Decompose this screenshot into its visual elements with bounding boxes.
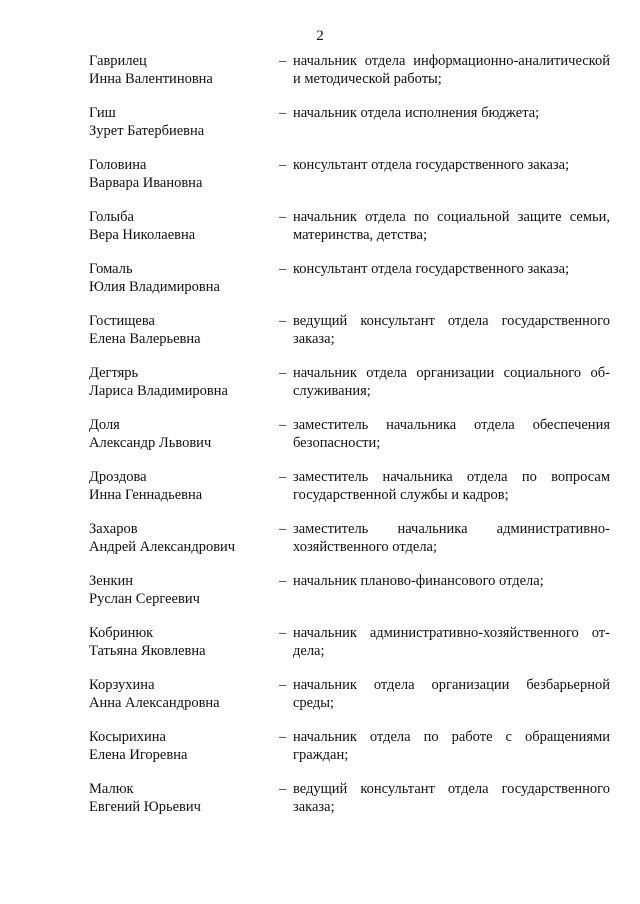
employee-position: начальник отдела организации безбарьерной среды; [293, 677, 610, 711]
employee-given-names: Вера Николаевна [89, 227, 196, 243]
employee-given-names: Анна Александровна [89, 695, 220, 711]
employee-surname: Головина [89, 157, 147, 173]
employee-given-names: Инна Валентиновна [89, 71, 213, 87]
staff-entry [0, 624, 640, 676]
employee-name [89, 728, 274, 764]
employee-name [89, 104, 274, 140]
employee-position: консультант отдела государственного заказа; [293, 261, 570, 277]
employee-name [89, 156, 274, 192]
employee-surname: Гиш [89, 105, 116, 121]
staff-entry [0, 208, 640, 260]
dash-separator: – [279, 625, 287, 641]
employee-given-names: Андрей Александрович [89, 539, 236, 555]
staff-entry [0, 728, 640, 780]
employee-given-names: Варвара Ивановна [89, 175, 203, 191]
employee-surname: Малюк [89, 781, 134, 797]
employee-surname: Косырихина [89, 729, 166, 745]
dash-separator: – [279, 573, 287, 589]
dash-separator: – [279, 261, 287, 277]
staff-entry [0, 52, 640, 104]
employee-name [89, 416, 274, 452]
employee-position: заместитель начальника отдела обеспечения безопасности; [293, 417, 610, 451]
employee-given-names: Юлия Владимировна [89, 279, 220, 295]
employee-position: начальник планово-финансового отдела; [293, 573, 544, 589]
employee-name [89, 676, 274, 712]
employee-given-names: Александр Львович [89, 435, 212, 451]
employee-given-names: Руслан Сергеевич [89, 591, 200, 607]
employee-surname: Голыба [89, 209, 134, 225]
employee-name [89, 624, 274, 660]
staff-entry [0, 520, 640, 572]
employee-surname: Корзухина [89, 677, 155, 693]
employee-position: начальник отдела организации социального обслуживания; [293, 365, 610, 399]
employee-name [89, 208, 274, 244]
employee-name [89, 780, 274, 816]
dash-separator: – [279, 417, 287, 433]
employee-surname: Кобринюк [89, 625, 154, 641]
dash-separator: – [279, 781, 287, 797]
employee-surname: Зенкин [89, 573, 134, 589]
employee-position: начальник отдела исполнения бюджета; [293, 105, 540, 121]
staff-entry [0, 676, 640, 728]
staff-list [0, 52, 640, 832]
employee-given-names: Зурет Батербиевна [89, 123, 205, 139]
employee-position: начальник отдела по работе с обращениями граждан; [293, 729, 610, 763]
dash-separator: – [279, 677, 287, 693]
staff-entry [0, 364, 640, 416]
dash-separator: – [279, 209, 287, 225]
staff-entry [0, 416, 640, 468]
staff-entry [0, 104, 640, 156]
employee-position: заместитель начальника административно-хозяйственного отдела; [293, 521, 610, 555]
employee-given-names: Инна Геннадьевна [89, 487, 203, 503]
staff-entry [0, 260, 640, 312]
employee-surname: Гостищева [89, 313, 155, 329]
dash-separator: – [279, 521, 287, 537]
employee-given-names: Татьяна Яковлевна [89, 643, 206, 659]
employee-name [89, 260, 274, 296]
dash-separator: – [279, 105, 287, 121]
employee-given-names: Елена Игоревна [89, 747, 188, 763]
employee-position: начальник отдела по социальной защите семьи, материнства, детства; [293, 209, 610, 243]
employee-surname: Захаров [89, 521, 138, 537]
employee-name [89, 312, 274, 348]
employee-position: ведущий консультант отдела государственного заказа; [293, 781, 610, 815]
staff-entry [0, 780, 640, 832]
dash-separator: – [279, 53, 287, 69]
employee-given-names: Евгений Юрьевич [89, 799, 201, 815]
dash-separator: – [279, 469, 287, 485]
employee-name [89, 572, 274, 608]
employee-surname: Доля [89, 417, 120, 433]
page-number: 2 [316, 28, 324, 44]
employee-position: консультант отдела государственного заказа; [293, 157, 570, 173]
employee-surname: Дроздова [89, 469, 147, 485]
employee-position: начальник отдела информационно-аналитической и методической работы; [293, 53, 610, 87]
employee-surname: Дегтярь [89, 365, 139, 381]
employee-given-names: Лариса Владимировна [89, 383, 228, 399]
employee-name [89, 52, 274, 88]
staff-entry [0, 572, 640, 624]
dash-separator: – [279, 365, 287, 381]
employee-surname: Гаврилец [89, 53, 147, 69]
staff-entry [0, 468, 640, 520]
employee-position: ведущий консультант отдела государственного заказа; [293, 313, 610, 347]
dash-separator: – [279, 729, 287, 745]
employee-surname: Гомаль [89, 261, 133, 277]
employee-name [89, 364, 274, 400]
staff-entry [0, 156, 640, 208]
dash-separator: – [279, 313, 287, 329]
employee-given-names: Елена Валерьевна [89, 331, 201, 347]
dash-separator: – [279, 157, 287, 173]
employee-position: начальник административно-хозяйственного отдела; [293, 625, 610, 659]
staff-entry [0, 312, 640, 364]
employee-name [89, 520, 274, 556]
employee-name [89, 468, 274, 504]
employee-position: заместитель начальника отдела по вопросам государственной службы и кадров; [293, 469, 610, 503]
